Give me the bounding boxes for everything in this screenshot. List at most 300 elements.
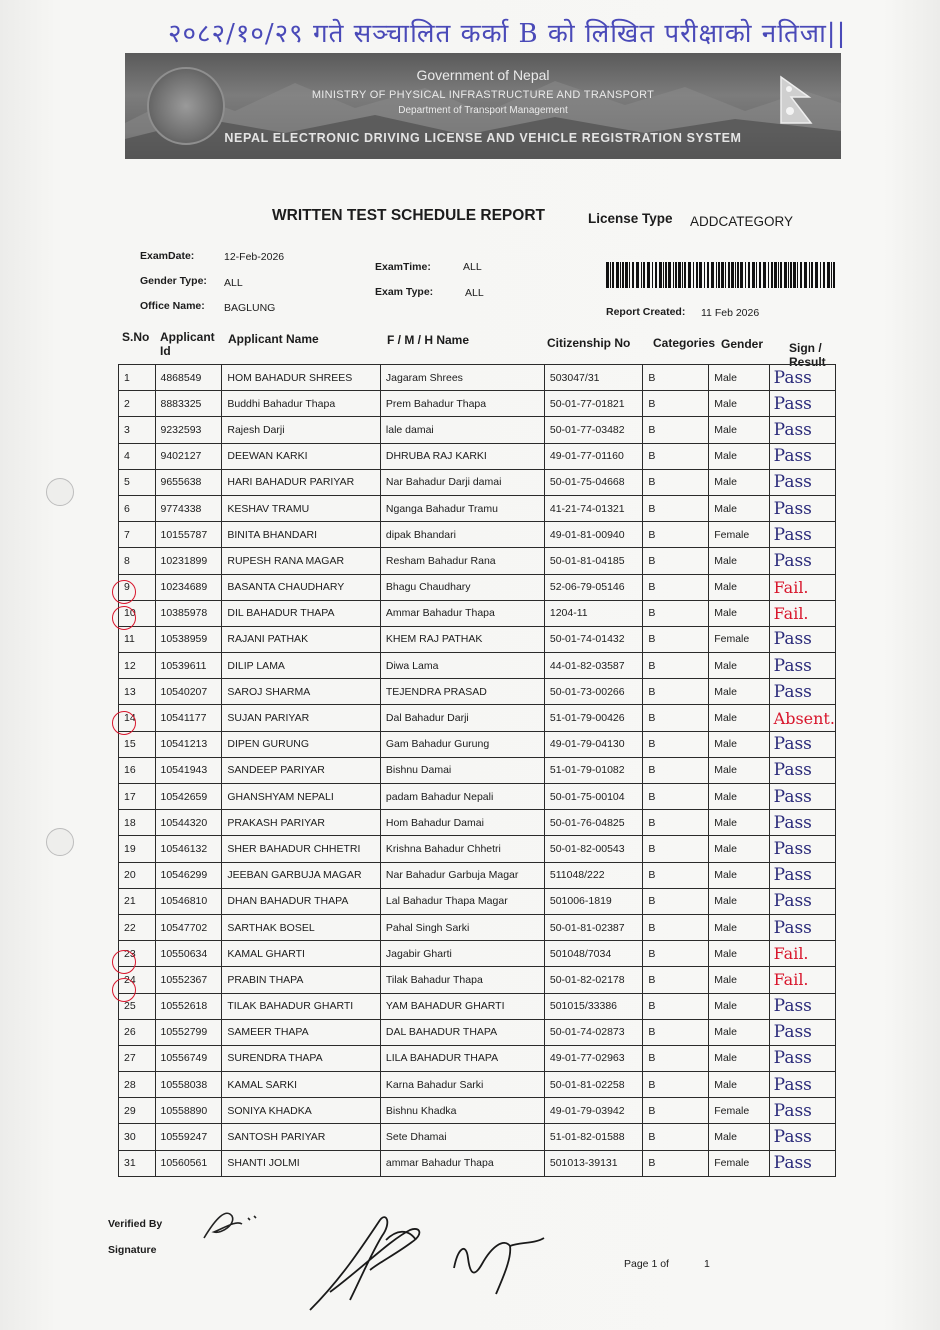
- barcode-bar: [756, 262, 757, 288]
- cell-fmh-name: YAM BAHADUR GHARTI: [380, 993, 544, 1019]
- cell-applicant-name: JEEBAN GARBUJA MAGAR: [222, 862, 381, 888]
- table-row: [119, 679, 836, 705]
- barcode-bar: [780, 262, 782, 288]
- cell-result: Absent.: [769, 705, 835, 731]
- cell-applicant-id: 9774338: [155, 495, 222, 521]
- table-row: [119, 574, 836, 600]
- barcode-bar: [833, 262, 835, 288]
- cell-sno: 2: [119, 391, 156, 417]
- cell-category: B: [643, 810, 709, 836]
- barcode-bar: [790, 262, 792, 288]
- cell-result: Pass: [769, 1045, 835, 1071]
- banner-line-government: Government of Nepal: [416, 67, 550, 83]
- cell-category: B: [643, 705, 709, 731]
- barcode-bar: [768, 262, 769, 288]
- cell-fmh-name: Tilak Bahadur Thapa: [380, 967, 544, 993]
- signature-label: Signature: [108, 1244, 157, 1256]
- table-row: [119, 810, 836, 836]
- cell-applicant-name: SAMEER THAPA: [222, 1019, 381, 1045]
- cell-sno: 6: [119, 495, 156, 521]
- barcode-bar: [731, 262, 734, 288]
- cell-applicant-name: SARTHAK BOSEL: [222, 914, 381, 940]
- handwritten-header-note: २०८२/१०/२९ गते सञ्चालित कर्का B को लिखित परीक्षाको नतिजा||: [168, 19, 847, 49]
- red-circle-mark: [112, 711, 136, 735]
- cell-citizenship-no: 50-01-81-02387: [544, 914, 643, 940]
- report-created-label: Report Created:: [606, 306, 686, 318]
- header-applicant-id: Applicant Id: [160, 330, 215, 358]
- cell-result: Pass: [769, 469, 835, 495]
- red-circle-mark: [112, 950, 136, 974]
- cell-citizenship-no: 50-01-81-02258: [544, 1072, 643, 1098]
- table-row: [119, 548, 836, 574]
- red-circle-mark: [112, 606, 136, 630]
- table-row: [119, 443, 836, 469]
- cell-result: Pass: [769, 495, 835, 521]
- barcode-bar: [721, 262, 724, 288]
- cell-fmh-name: Bishnu Damai: [380, 757, 544, 783]
- cell-category: B: [643, 1150, 709, 1176]
- cell-applicant-id: 10550634: [155, 941, 222, 967]
- red-circle-mark: [112, 580, 136, 604]
- cell-applicant-id: 10541943: [155, 757, 222, 783]
- cell-gender: Female: [709, 1150, 769, 1176]
- barcode-bar: [606, 262, 609, 288]
- barcode-bar: [636, 262, 639, 288]
- cell-applicant-id: 10547702: [155, 914, 222, 940]
- table-row: [119, 967, 836, 993]
- cell-category: B: [643, 443, 709, 469]
- cell-fmh-name: Krishna Bahadur Chhetri: [380, 836, 544, 862]
- cell-gender: Male: [709, 810, 769, 836]
- cell-applicant-id: 4868549: [155, 365, 222, 391]
- barcode-bar: [678, 262, 681, 288]
- cell-gender: Male: [709, 784, 769, 810]
- cell-gender: Male: [709, 1124, 769, 1150]
- cell-category: B: [643, 731, 709, 757]
- cell-citizenship-no: 41-21-74-01321: [544, 495, 643, 521]
- cell-category: B: [643, 757, 709, 783]
- banner-line-system: NEPAL ELECTRONIC DRIVING LICENSE AND VEHICLE REGISTRATION SYSTEM: [224, 131, 742, 145]
- cell-gender: Male: [709, 967, 769, 993]
- cell-result: Pass: [769, 810, 835, 836]
- cell-result: Pass: [769, 679, 835, 705]
- table-row: [119, 653, 836, 679]
- barcode-bar: [652, 262, 653, 288]
- cell-applicant-name: Rajesh Darji: [222, 417, 381, 443]
- cell-sno: 3: [119, 417, 156, 443]
- cell-fmh-name: ammar Bahadur Thapa: [380, 1150, 544, 1176]
- barcode-bar: [728, 262, 730, 288]
- cell-result: Fail.: [769, 967, 835, 993]
- cell-applicant-id: 10546810: [155, 888, 222, 914]
- cell-gender: Male: [709, 365, 769, 391]
- cell-applicant-id: 10546299: [155, 862, 222, 888]
- cell-fmh-name: Resham Bahadur Rana: [380, 548, 544, 574]
- cell-citizenship-no: 503047/31: [544, 365, 643, 391]
- cell-sno: 25: [119, 993, 156, 1019]
- license-type-label: License Type: [588, 211, 673, 226]
- cell-result: Pass: [769, 784, 835, 810]
- cell-citizenship-no: 50-01-75-00104: [544, 784, 643, 810]
- cell-applicant-name: DEEWAN KARKI: [222, 443, 381, 469]
- cell-sno: 13: [119, 679, 156, 705]
- table-row: [119, 731, 836, 757]
- table-row: [119, 888, 836, 914]
- cell-fmh-name: Ammar Bahadur Thapa: [380, 600, 544, 626]
- cell-category: B: [643, 469, 709, 495]
- table-row: [119, 705, 836, 731]
- cell-citizenship-no: 50-01-82-02178: [544, 967, 643, 993]
- punch-hole: [46, 828, 74, 856]
- cell-category: B: [643, 784, 709, 810]
- barcode-bar: [699, 262, 702, 288]
- cell-applicant-name: KAMAL SARKI: [222, 1072, 381, 1098]
- cell-fmh-name: TEJENDRA PRASAD: [380, 679, 544, 705]
- cell-applicant-name: HOM BAHADUR SHREES: [222, 365, 381, 391]
- cell-fmh-name: Nganga Bahadur Tramu: [380, 495, 544, 521]
- cell-sno: 4: [119, 443, 156, 469]
- cell-category: B: [643, 653, 709, 679]
- barcode-bar: [610, 262, 611, 288]
- cell-citizenship-no: 50-01-73-00266: [544, 679, 643, 705]
- cell-citizenship-no: 501006-1819: [544, 888, 643, 914]
- cell-result: Pass: [769, 1150, 835, 1176]
- table-row: [119, 914, 836, 940]
- page-total: 1: [704, 1258, 710, 1270]
- cell-applicant-name: GHANSHYAM NEPALI: [222, 784, 381, 810]
- table-row: [119, 469, 836, 495]
- cell-fmh-name: Prem Bahadur Thapa: [380, 391, 544, 417]
- barcode-bar: [811, 262, 813, 288]
- barcode-bar: [827, 262, 830, 288]
- exam-time-value: ALL: [463, 261, 482, 273]
- barcode-bar: [820, 262, 821, 288]
- barcode-bar: [793, 262, 796, 288]
- cell-sno: 17: [119, 784, 156, 810]
- cell-result: Pass: [769, 626, 835, 652]
- cell-category: B: [643, 365, 709, 391]
- table-row: [119, 391, 836, 417]
- office-name-label: Office Name:: [140, 300, 205, 312]
- cell-applicant-id: 10560561: [155, 1150, 222, 1176]
- cell-sno: 5: [119, 469, 156, 495]
- cell-applicant-id: 10234689: [155, 574, 222, 600]
- official-signature-2: [448, 1228, 558, 1298]
- cell-result: Pass: [769, 1098, 835, 1124]
- cell-result: Pass: [769, 836, 835, 862]
- cell-gender: Male: [709, 941, 769, 967]
- barcode-bar: [740, 262, 743, 288]
- cell-citizenship-no: 501013-39131: [544, 1150, 643, 1176]
- cell-category: B: [643, 600, 709, 626]
- header-gender: Gender: [721, 337, 764, 351]
- table-row: [119, 862, 836, 888]
- cell-sno: 23: [119, 941, 156, 967]
- cell-citizenship-no: 49-01-79-03942: [544, 1098, 643, 1124]
- barcode-bar: [643, 262, 645, 288]
- barcode-bar: [788, 262, 789, 288]
- cell-applicant-id: 10540207: [155, 679, 222, 705]
- cell-citizenship-no: 501015/33386: [544, 993, 643, 1019]
- cell-applicant-id: 10558038: [155, 1072, 222, 1098]
- cell-category: B: [643, 1072, 709, 1098]
- barcode-bar: [823, 262, 825, 288]
- gender-type-value: ALL: [224, 277, 243, 289]
- barcode-bar: [663, 262, 664, 288]
- nepal-flag-icon: [779, 75, 813, 125]
- cell-result: Pass: [769, 1019, 835, 1045]
- cell-sno: 19: [119, 836, 156, 862]
- cell-gender: Male: [709, 914, 769, 940]
- cell-applicant-id: 10155787: [155, 522, 222, 548]
- table-row: [119, 1045, 836, 1071]
- cell-fmh-name: Bishnu Khadka: [380, 1098, 544, 1124]
- barcode-bar: [693, 262, 694, 288]
- barcode-bar: [737, 262, 739, 288]
- cell-fmh-name: lale damai: [380, 417, 544, 443]
- cell-result: Pass: [769, 1072, 835, 1098]
- barcode-icon: [606, 262, 836, 288]
- barcode-bar: [616, 262, 619, 288]
- cell-citizenship-no: 51-01-79-01082: [544, 757, 643, 783]
- table-row: [119, 1150, 836, 1176]
- cell-result: Pass: [769, 757, 835, 783]
- cell-applicant-name: KAMAL GHARTI: [222, 941, 381, 967]
- cell-citizenship-no: 50-01-82-00543: [544, 836, 643, 862]
- table-row: [119, 417, 836, 443]
- barcode-bar: [735, 262, 736, 288]
- cell-fmh-name: Nar Bahadur Garbuja Magar: [380, 862, 544, 888]
- cell-sno: 14: [119, 705, 156, 731]
- cell-citizenship-no: 511048/222: [544, 862, 643, 888]
- cell-sno: 31: [119, 1150, 156, 1176]
- cell-applicant-id: 10552799: [155, 1019, 222, 1045]
- barcode-bar: [641, 262, 642, 288]
- exam-date-value: 12-Feb-2026: [224, 251, 285, 263]
- cell-citizenship-no: 44-01-82-03587: [544, 653, 643, 679]
- table-row: [119, 365, 836, 391]
- cell-applicant-name: HARI BAHADUR PARIYAR: [222, 469, 381, 495]
- cell-fmh-name: Dal Bahadur Darji: [380, 705, 544, 731]
- barcode-bar: [759, 262, 761, 288]
- cell-gender: Male: [709, 993, 769, 1019]
- barcode-bar: [659, 262, 662, 288]
- cell-category: B: [643, 417, 709, 443]
- barcode-bar: [675, 262, 677, 288]
- cell-category: B: [643, 888, 709, 914]
- cell-result: Pass: [769, 443, 835, 469]
- table-row: [119, 626, 836, 652]
- cell-fmh-name: DAL BAHADUR THAPA: [380, 1019, 544, 1045]
- barcode-bar: [718, 262, 720, 288]
- cell-citizenship-no: 49-01-77-01160: [544, 443, 643, 469]
- cell-fmh-name: Nar Bahadur Darji damai: [380, 469, 544, 495]
- cell-applicant-name: SURENDRA THAPA: [222, 1045, 381, 1071]
- cell-citizenship-no: 50-01-77-03482: [544, 417, 643, 443]
- barcode-bar: [696, 262, 698, 288]
- cell-result: Pass: [769, 1124, 835, 1150]
- table-row: [119, 495, 836, 521]
- cell-sno: 26: [119, 1019, 156, 1045]
- office-name-value: BAGLUNG: [224, 302, 276, 314]
- banner-line-department: Department of Transport Management: [398, 105, 568, 116]
- cell-gender: Male: [709, 469, 769, 495]
- barcode-bar: [665, 262, 667, 288]
- table-row: [119, 784, 836, 810]
- cell-citizenship-no: 50-01-74-01432: [544, 626, 643, 652]
- cell-applicant-id: 10546132: [155, 836, 222, 862]
- barcode-bar: [668, 262, 671, 288]
- cell-gender: Male: [709, 705, 769, 731]
- barcode-bar: [707, 262, 709, 288]
- header-sno: S.No: [122, 330, 150, 344]
- table-row: [119, 941, 836, 967]
- table-row: [119, 1124, 836, 1150]
- verifier-initials-signature: [196, 1198, 266, 1258]
- cell-result: Fail.: [769, 574, 835, 600]
- barcode-bar: [655, 262, 657, 288]
- exam-type-label: Exam Type:: [375, 286, 434, 298]
- cell-category: B: [643, 1124, 709, 1150]
- barcode-bar: [711, 262, 714, 288]
- cell-sno: 15: [119, 731, 156, 757]
- cell-applicant-id: 10385978: [155, 600, 222, 626]
- barcode-bar: [684, 262, 686, 288]
- barcode-bar: [625, 262, 628, 288]
- barcode-bar: [620, 262, 621, 288]
- cell-gender: Male: [709, 679, 769, 705]
- barcode-bar: [629, 262, 630, 288]
- report-title: WRITTEN TEST SCHEDULE REPORT: [272, 207, 545, 224]
- cell-gender: Male: [709, 574, 769, 600]
- cell-applicant-name: DIPEN GURUNG: [222, 731, 381, 757]
- cell-result: Pass: [769, 888, 835, 914]
- punch-hole: [46, 478, 74, 506]
- header-sign-result: Sign / Result: [789, 341, 826, 369]
- exam-type-value: ALL: [465, 287, 484, 299]
- barcode-bar: [704, 262, 705, 288]
- cell-category: B: [643, 548, 709, 574]
- barcode-bar: [763, 262, 766, 288]
- barcode-bar: [632, 262, 634, 288]
- cell-applicant-id: 10541213: [155, 731, 222, 757]
- cell-applicant-name: BINITA BHANDARI: [222, 522, 381, 548]
- cell-sno: 18: [119, 810, 156, 836]
- cell-citizenship-no: 501048/7034: [544, 941, 643, 967]
- cell-gender: Male: [709, 862, 769, 888]
- cell-applicant-name: BASANTA CHAUDHARY: [222, 574, 381, 600]
- cell-category: B: [643, 574, 709, 600]
- barcode-bar: [682, 262, 683, 288]
- table-row: [119, 522, 836, 548]
- barcode-bar: [831, 262, 832, 288]
- cell-applicant-name: RUPESH RANA MAGAR: [222, 548, 381, 574]
- cell-fmh-name: Diwa Lama: [380, 653, 544, 679]
- cell-applicant-id: 9232593: [155, 417, 222, 443]
- barcode-bar: [784, 262, 787, 288]
- cell-category: B: [643, 1019, 709, 1045]
- barcode-bar: [612, 262, 614, 288]
- cell-result: Fail.: [769, 600, 835, 626]
- barcode-bar: [647, 262, 650, 288]
- license-type-value: ADDCATEGORY: [690, 214, 794, 229]
- cell-gender: Male: [709, 443, 769, 469]
- cell-sno: 7: [119, 522, 156, 548]
- cell-applicant-id: 10559247: [155, 1124, 222, 1150]
- cell-applicant-name: PRABIN THAPA: [222, 967, 381, 993]
- cell-category: B: [643, 967, 709, 993]
- cell-category: B: [643, 391, 709, 417]
- official-signature-1: [300, 1200, 440, 1320]
- cell-gender: Male: [709, 731, 769, 757]
- cell-gender: Female: [709, 522, 769, 548]
- cell-applicant-name: SANTOSH PARIYAR: [222, 1124, 381, 1150]
- cell-sno: 22: [119, 914, 156, 940]
- cell-applicant-name: DILIP LAMA: [222, 653, 381, 679]
- cell-gender: Male: [709, 653, 769, 679]
- cell-sno: 27: [119, 1045, 156, 1071]
- cell-fmh-name: Hom Bahadur Damai: [380, 810, 544, 836]
- cell-sno: 29: [119, 1098, 156, 1124]
- barcode-bar: [622, 262, 624, 288]
- cell-fmh-name: dipak Bhandari: [380, 522, 544, 548]
- cell-applicant-id: 8883325: [155, 391, 222, 417]
- cell-citizenship-no: 51-01-79-00426: [544, 705, 643, 731]
- cell-gender: Male: [709, 600, 769, 626]
- cell-applicant-name: DIL BAHADUR THAPA: [222, 600, 381, 626]
- barcode-bar: [748, 262, 750, 288]
- cell-fmh-name: DHRUBA RAJ KARKI: [380, 443, 544, 469]
- cell-citizenship-no: 49-01-79-04130: [544, 731, 643, 757]
- barcode-bar: [716, 262, 717, 288]
- verified-by-label: Verified By: [108, 1218, 163, 1230]
- cell-citizenship-no: 49-01-81-00940: [544, 522, 643, 548]
- barcode-bar: [778, 262, 779, 288]
- header-citizenship-no: Citizenship No: [547, 336, 631, 350]
- cell-category: B: [643, 522, 709, 548]
- cell-gender: Male: [709, 1072, 769, 1098]
- cell-result: Pass: [769, 365, 835, 391]
- cell-result: Pass: [769, 731, 835, 757]
- cell-applicant-id: 10231899: [155, 548, 222, 574]
- cell-fmh-name: KHEM RAJ PATHAK: [380, 626, 544, 652]
- cell-applicant-id: 9655638: [155, 469, 222, 495]
- cell-applicant-id: 10552367: [155, 967, 222, 993]
- table-row: [119, 993, 836, 1019]
- red-circle-mark: [112, 978, 136, 1002]
- cell-applicant-id: 10552618: [155, 993, 222, 1019]
- cell-gender: Male: [709, 757, 769, 783]
- cell-category: B: [643, 993, 709, 1019]
- table-row: [119, 1019, 836, 1045]
- header-categories: Categories: [653, 336, 716, 350]
- cell-applicant-id: 10538959: [155, 626, 222, 652]
- header-applicant-name: Applicant Name: [228, 332, 319, 346]
- cell-result: Pass: [769, 391, 835, 417]
- cell-applicant-name: SAROJ SHARMA: [222, 679, 381, 705]
- cell-sno: 11: [119, 626, 156, 652]
- barcode-bar: [774, 262, 777, 288]
- cell-applicant-name: KESHAV TRAMU: [222, 495, 381, 521]
- cell-result: Pass: [769, 862, 835, 888]
- cell-sno: 28: [119, 1072, 156, 1098]
- cell-result: Pass: [769, 993, 835, 1019]
- banner-line-ministry: MINISTRY OF PHYSICAL INFRASTRUCTURE AND TRANSPORT: [311, 89, 655, 101]
- table-row: [119, 836, 836, 862]
- cell-sno: 20: [119, 862, 156, 888]
- cell-sno: 30: [119, 1124, 156, 1150]
- barcode-bar: [752, 262, 755, 288]
